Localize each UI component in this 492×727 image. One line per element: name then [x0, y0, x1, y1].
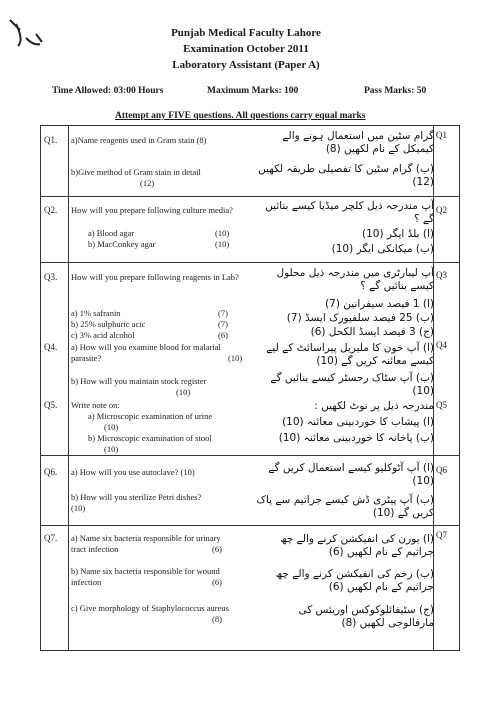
question-q7a: a) Name six bacteria responsible for urinary tract infection	[71, 533, 221, 554]
marks: (10)	[104, 422, 119, 432]
urdu-q3a: (ا) 1 فیصد سیفرانین (7)	[325, 298, 434, 310]
row-rule	[40, 196, 460, 197]
question-q1b: b)Give method of Gram stain in detail	[71, 167, 201, 177]
urdu-question-number: Q2	[436, 205, 447, 215]
urdu-q4b: (ب) آپ سٹاک رجسٹر کیسے بنائیں گے (10)	[270, 372, 434, 397]
exam-title: Examination October 2011	[183, 43, 309, 55]
marks: (6)	[212, 544, 222, 554]
urdu-q6a: (ا) آپ آٹوکلیو کیسے استعمال کریں گے (10)	[268, 462, 434, 487]
urdu-question-number: Q5	[436, 400, 447, 410]
question-q5a: a) Microscopic examination of urine	[88, 411, 213, 421]
marks: (7)	[218, 319, 228, 329]
urdu-question-number: Q4	[436, 340, 447, 350]
institution-title: Punjab Medical Faculty Lahore	[171, 27, 321, 39]
urdu-q3: آپ لیبارٹری میں مندرجہ ذیل محلول کیسے بنائیں گے ؟	[276, 267, 434, 292]
question-q3c: c) 3% acid alcohol	[71, 330, 135, 340]
urdu-q5: مندرجہ ذیل پر نوٹ لکھیں :	[314, 400, 434, 412]
urdu-q1a: گرام سٹین میں استعمال ہونے والے کیمیکل کے نام لکھیں (8)	[282, 130, 434, 155]
urdu-q5b: (ب) پاخانہ کا خوردبینی معائنہ (10)	[278, 432, 434, 444]
question-number: Q5.	[44, 400, 58, 410]
row-rule	[40, 525, 460, 526]
marks: (6)	[218, 330, 228, 340]
urdu-q1b: (ب) گرام سٹین کا تفصیلی طریقہ لکھیں (12)	[258, 163, 434, 188]
table-col-rule	[68, 125, 69, 650]
urdu-q2: آپ مندرجہ ذیل کلچر میڈیا کیسے بنائیں گے ؟	[265, 200, 434, 225]
time-allowed: Time Allowed: 03:00 Hours	[52, 86, 164, 96]
question-q7c: c) Give morphology of Staphylococcus aureus	[71, 603, 229, 613]
urdu-q7c: (ج) سٹیفائلوکوکس اوریئس کی مارفالوجی لکھیں (8)	[298, 604, 434, 629]
urdu-question-number: Q3	[436, 270, 447, 280]
urdu-q6b: (ب) آپ پیٹری ڈش کیسے جراثیم سے پاک کریں گے (10)	[256, 494, 434, 519]
marks: (12)	[140, 178, 155, 188]
instruction: Attempt any FIVE questions. All questions carry equal marks	[115, 111, 366, 121]
question-q3b: b) 25% sulphuric acic	[71, 319, 146, 329]
marks: (10)	[215, 228, 230, 238]
question-number: Q2.	[44, 205, 58, 215]
question-number: Q6.	[44, 467, 58, 477]
question-number: Q4.	[44, 342, 58, 352]
question-number: Q3.	[44, 272, 58, 282]
marks: (10)	[176, 387, 191, 397]
question-number: Q1.	[44, 135, 58, 145]
table-bottom-rule	[40, 650, 460, 651]
marks: (10)	[215, 239, 230, 249]
question-q3a: a) 1% safranin	[71, 308, 121, 318]
question-q1a: a)Name reagents used in Gram stain (8)	[71, 135, 207, 145]
urdu-q2a: (ا) بلڈ ایگر (10)	[361, 228, 434, 240]
maximum-marks: Maximum Marks: 100	[207, 86, 299, 96]
question-q4b: b) How will you maintain stock register	[71, 376, 207, 386]
question-q5b: b) Microscopic examination of stool	[88, 433, 212, 443]
row-rule	[40, 262, 460, 263]
urdu-q5a: (ا) پیشاب کا خوردبینی معائنہ (10)	[282, 416, 434, 428]
marks: (10)	[228, 353, 243, 363]
row-rule	[40, 455, 460, 456]
question-q2-stem: How will you prepare following culture media?	[71, 205, 233, 215]
paper-title: Laboratory Assistant (Paper A)	[172, 59, 320, 71]
urdu-question-number: Q7	[436, 530, 447, 540]
question-number: Q7.	[44, 533, 58, 543]
table-right-rule	[459, 125, 460, 650]
urdu-q3c: (ج) 3 فیصد ایسڈ الکحل (6)	[310, 326, 434, 338]
urdu-q4a: (ا) آپ خون کا ملیریل پیراسائٹ کے لیے کیسے معائنہ کریں گے (10)	[266, 342, 434, 367]
pass-marks: Pass Marks: 50	[364, 86, 427, 96]
marks: (6)	[212, 577, 222, 587]
urdu-q7a: (ا) یورن کی انفیکشن کرنے والے چھ جراثیم کے نام لکھیں (6)	[280, 533, 434, 558]
question-q2b: b) MacConkey agar	[88, 239, 156, 249]
question-q6a: a) How will you use autoclave? (10)	[71, 467, 195, 477]
table-left-rule	[40, 125, 41, 650]
question-q6b: b) How will you sterilize Petri dishes?	[71, 492, 202, 502]
urdu-q3b: (ب) 25 فیصد سلفیورک ایسڈ (7)	[286, 312, 434, 324]
marks: (10)	[71, 503, 86, 513]
marks: (7)	[218, 308, 228, 318]
question-q7b: b) Name six bacteria responsible for wound infection	[71, 566, 220, 587]
question-q3-stem: How will you prepare following reagents in Lab?	[71, 272, 239, 282]
urdu-q7b: (ب) زخم کی انفیکشن کرنے والے چھ جراثیم کے نام لکھیں (6)	[275, 568, 434, 593]
marks: (10)	[104, 444, 119, 454]
question-q4a: a) How will you examine blood for malarial parasite?	[71, 342, 221, 363]
urdu-q2b: (ب) میکانکی ایگر (10)	[331, 243, 434, 255]
question-q2a: a) Blood agar	[88, 228, 135, 238]
table-top-rule	[40, 125, 460, 126]
urdu-question-number: Q6	[436, 465, 447, 475]
question-q5-stem: Write note on:	[71, 400, 120, 410]
marks: (8)	[212, 614, 222, 624]
urdu-question-number: Q1	[436, 130, 447, 140]
